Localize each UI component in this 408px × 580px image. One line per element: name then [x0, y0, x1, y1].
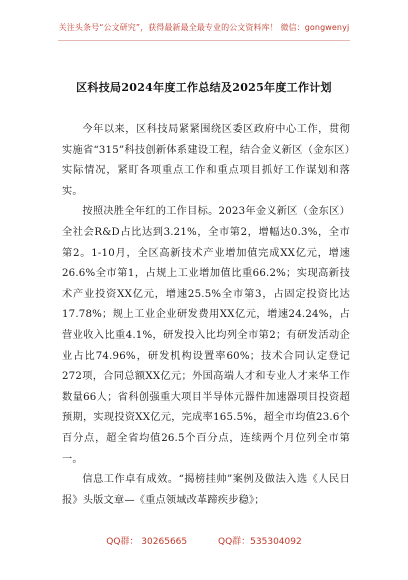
- paragraph: 信息工作卓有成效。“揭榜挂帅”案例及做法入选《人民日报》头版文章—《重点领域改革蹄疾步稳》；: [62, 474, 350, 506]
- document-body: [62, 120, 350, 511]
- paragraph: 今年以来，区科技局紧紧围绕区委区政府中心工作，贯彻实施省“315”科技创新体系建设工程，结合金义新区（金东区）实际情况，紧盯各项重点工作和重点项目抓好工作谋划和落实。: [62, 124, 350, 197]
- paragraph: 按照决胜全年红的工作目标。2023年金义新区（金东区）全社会R&D占比达到3.21%，全市第2，增幅达0.3%，全市第2。1-10月，全区高新技术产业增加值完成XX亿元，增速26.6%全市第1，占规上工业增加值比重66.2%；实现高新技术产业投资XX亿元，增速25.5%全市第3，占固定投资比达17.78%；规上工业企业研发费用XX亿元，增速24.24%，占营业收入比重4.1%，研发投入比均列全市第2；有研发活动企业占比74.96%，研发机构设置率60%；技术合同认定登记272项，合同总额XX亿元；外国高端人才和专业人才来华工作数量66人；省科创强重大项目半导体元器件加速器项目投资超预期，实现投资XX亿元，完成率165.5%，超全市均值23.6个百分点，超全省均值26.5个百分点，连续两个月位列全市第一。: [62, 206, 350, 465]
- footer: [0, 534, 408, 547]
- document-title: 区科技局2024年度工作总结及2025年度工作计划: [76, 81, 332, 94]
- header-divider: [58, 40, 350, 41]
- footer-qq-group-1: QQ群： 30265665: [106, 537, 188, 547]
- footer-qq-group-2: QQ群：535304092: [218, 537, 302, 547]
- header-banner: 关注头条号“公文研究”，获得最新最全最专业的公文资料库！ 微信：gongwenyj: [58, 23, 350, 32]
